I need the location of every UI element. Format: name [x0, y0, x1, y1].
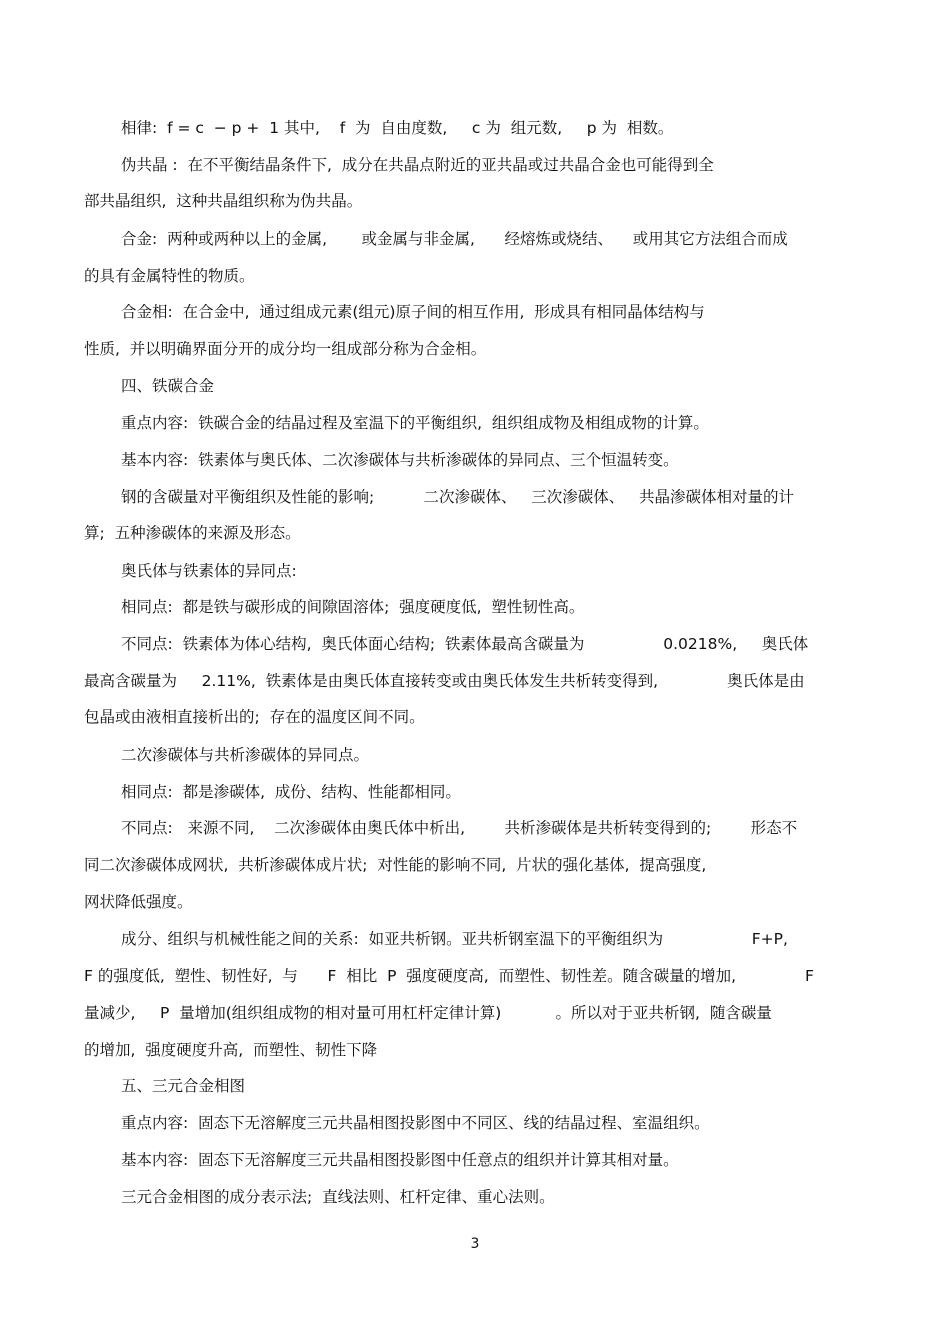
text-line: 包晶或由液相直接析出的; 存在的温度区间不同。 — [84, 708, 425, 726]
text-line: 相同点: 都是铁与碳形成的间隙固溶体; 强度硬度低, 塑性韧性高。 — [121, 598, 585, 616]
text-line: 相同点: 都是渗碳体, 成份、结构、性能都相同。 — [121, 783, 461, 801]
text-line: 重点内容: 固态下无溶解度三元共晶相图投影图中不同区、线的结晶过程、室温组织。 — [121, 1114, 710, 1132]
text-line: 量减少, P 量增加(组织组成物的相对量可用杠杆定律计算) 。所以对于亚共析钢, 随含碳量 — [84, 1004, 772, 1022]
text-line: 合金: 两种或两种以上的金属, 或金属与非金属, 经熔炼或烧结、 或用其它方法组合而成 — [121, 230, 788, 248]
text-line: 性质, 并以明确界面分开的成分均一组成部分称为合金相。 — [84, 340, 487, 358]
text-line: 奥氏体与铁素体的异同点: — [121, 562, 297, 580]
text-line: 最高含碳量为 2.11%, 铁素体是由奥氏体直接转变或由奥氏体发生共析转变得到, 奥氏体是由 — [84, 672, 805, 690]
text-line: 网状降低强度。 — [84, 893, 193, 911]
text-line: 基本内容: 铁素体与奥氏体、二次渗碳体与共析渗碳体的异同点、三个恒温转变。 — [121, 451, 679, 469]
text-line: 合金相: 在合金中, 通过组成元素(组元)原子间的相互作用, 形成具有相同晶体结构与 — [121, 303, 705, 321]
section-heading: 五、三元合金相图 — [121, 1077, 246, 1095]
text-line: 重点内容: 铁碳合金的结晶过程及室温下的平衡组织, 组织组成物及相组成物的计算。 — [121, 414, 709, 432]
text-line: 钢的含碳量对平衡组织及性能的影响; 二次渗碳体、 三次渗碳体、 共晶渗碳体相对量的计 — [121, 488, 795, 506]
text-line: 二次渗碳体与共析渗碳体的异同点。 — [121, 746, 370, 764]
text-line: F 的强度低, 塑性、韧性好, 与 F 相比 P 强度硬度高, 而塑性、韧性差。随含碳量的增加, F — [84, 967, 814, 985]
text-line: 伪共晶 : 在不平衡结晶条件下, 成分在共晶点附近的亚共晶或过共晶合金也可能得到全 — [121, 156, 714, 174]
text-line: 不同点: 铁素体为体心结构, 奥氏体面心结构; 铁素体最高含碳量为 0.0218%, 奥氏体 — [121, 635, 809, 653]
text-line: 成分、组织与机械性能之间的关系: 如亚共析钢。亚共析钢室温下的平衡组织为 F+P, — [121, 930, 788, 948]
section-heading: 四、铁碳合金 — [121, 377, 215, 395]
text-line: 相律: f = c − p + 1 其中, f 为 自由度数, c 为 组元数, p 为 相数。 — [121, 119, 674, 137]
text-line: 同二次渗碳体成网状, 共析渗碳体成片状; 对性能的影响不同, 片状的强化基体, 提高强度, — [84, 856, 707, 874]
text-line: 不同点: 来源不同, 二次渗碳体由奥氏体中析出, 共析渗碳体是共析转变得到的; 形态不 — [121, 819, 798, 837]
text-line: 三元合金相图的成分表示法; 直线法则、杠杆定律、重心法则。 — [121, 1188, 555, 1206]
page-number: 3 — [470, 1236, 480, 1252]
text-line: 基本内容: 固态下无溶解度三元共晶相图投影图中任意点的组织并计算其相对量。 — [121, 1151, 679, 1169]
text-line: 的具有金属特性的物质。 — [84, 267, 255, 285]
text-line: 部共晶组织, 这种共晶组织称为伪共晶。 — [84, 192, 363, 210]
text-line: 算; 五种渗碳体的来源及形态。 — [84, 524, 301, 542]
text-line: 的增加, 强度硬度升高, 而塑性、韧性下降 — [84, 1041, 378, 1059]
